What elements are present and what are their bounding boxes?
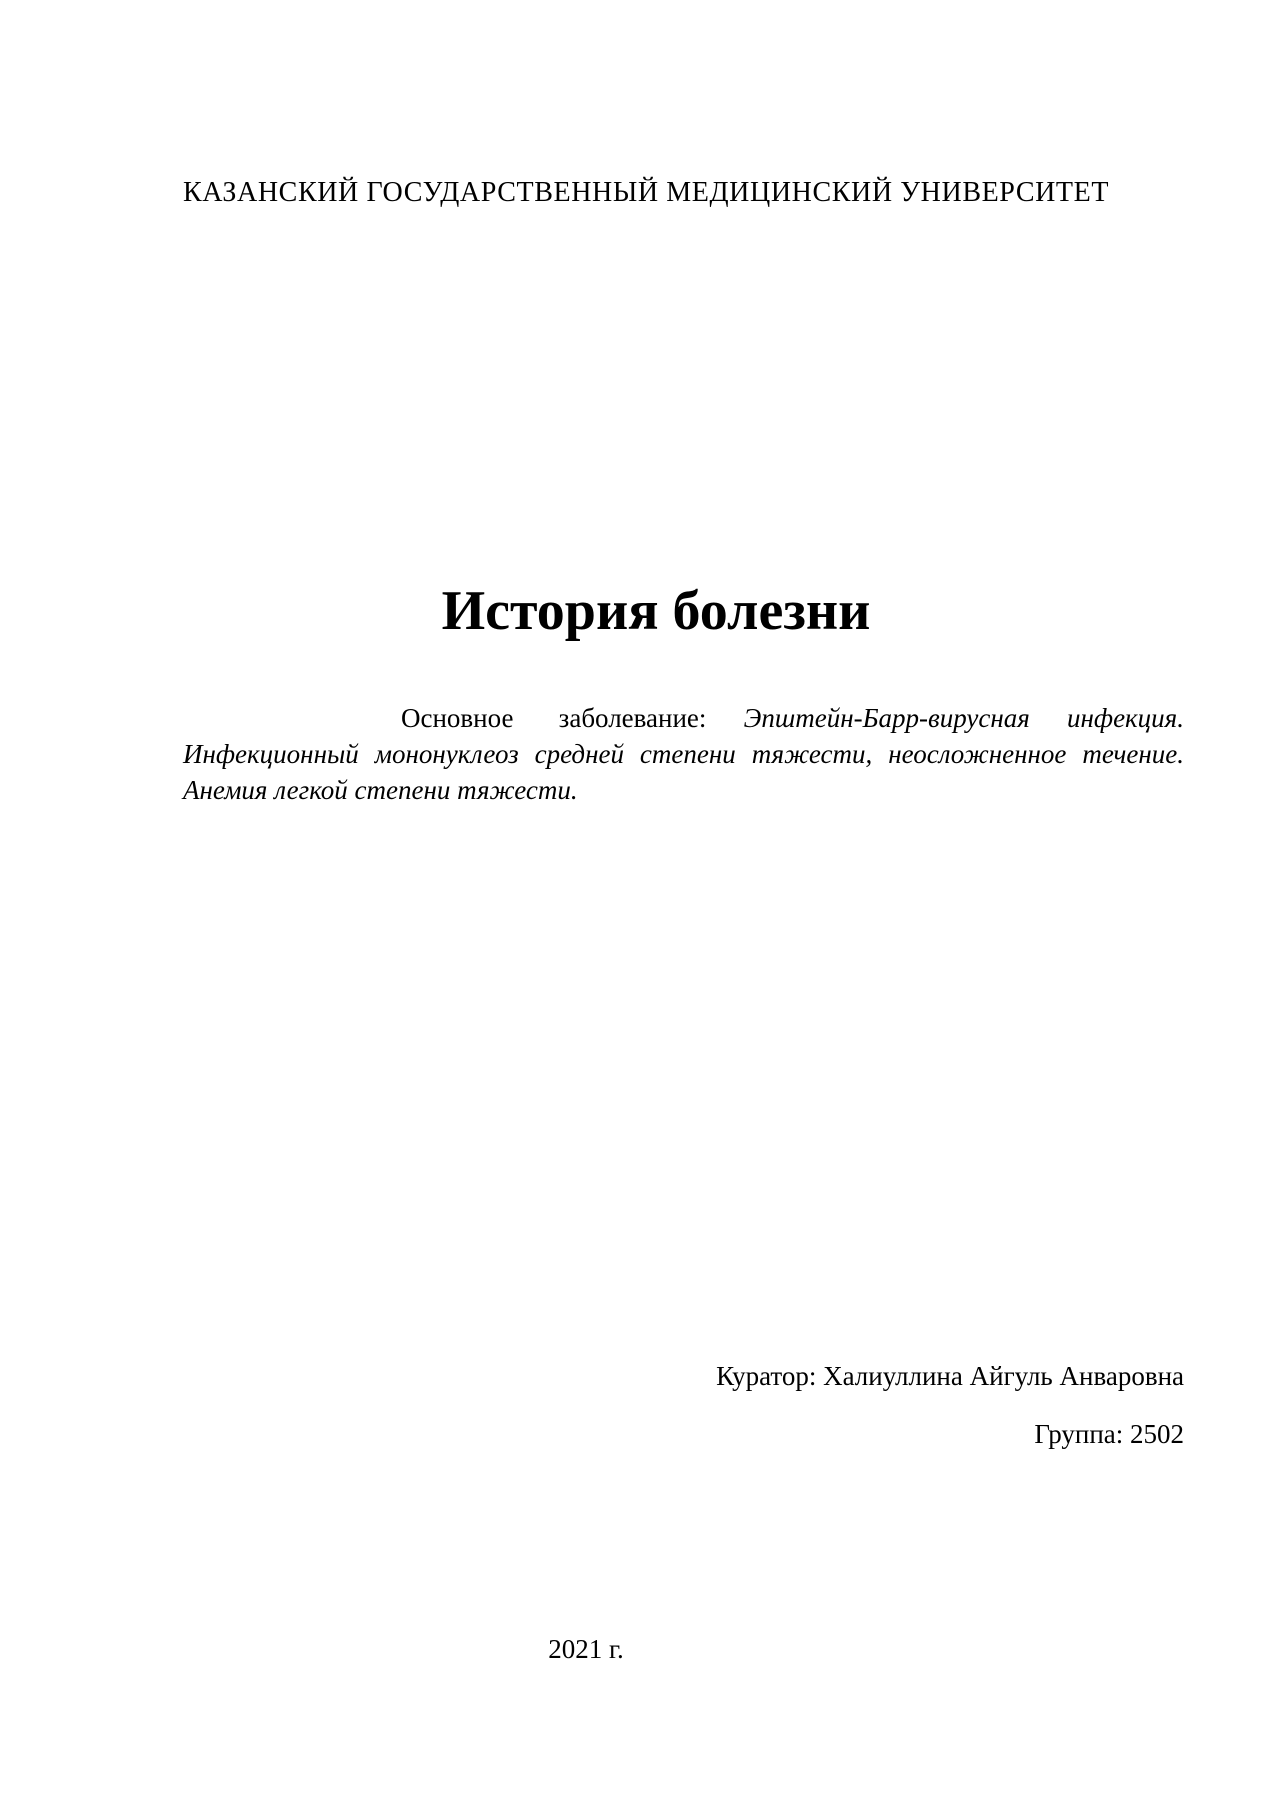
document-year: 2021 г. [548,1634,624,1664]
document-title: История болезни [441,580,871,642]
diagnosis-label: Основное заболевание: [401,703,707,733]
group-line: Группа: 2502 [1034,1419,1184,1449]
curator-line: Куратор: Халиуллина Айгуль Анваровна [716,1361,1184,1391]
main-diagnosis [183,700,1184,808]
university-name: КАЗАНСКИЙ ГОСУДАРСТВЕННЫЙ МЕДИЦИНСКИЙ УНИВЕРСИТЕТ [183,177,1110,208]
diagnosis-text: Эпштейн-Барр-вирусная инфекция. Инфекционный мононуклеоз средней степени тяжести, неосложненное течение. Анемия легкой степени тяжести. [183,703,1184,805]
